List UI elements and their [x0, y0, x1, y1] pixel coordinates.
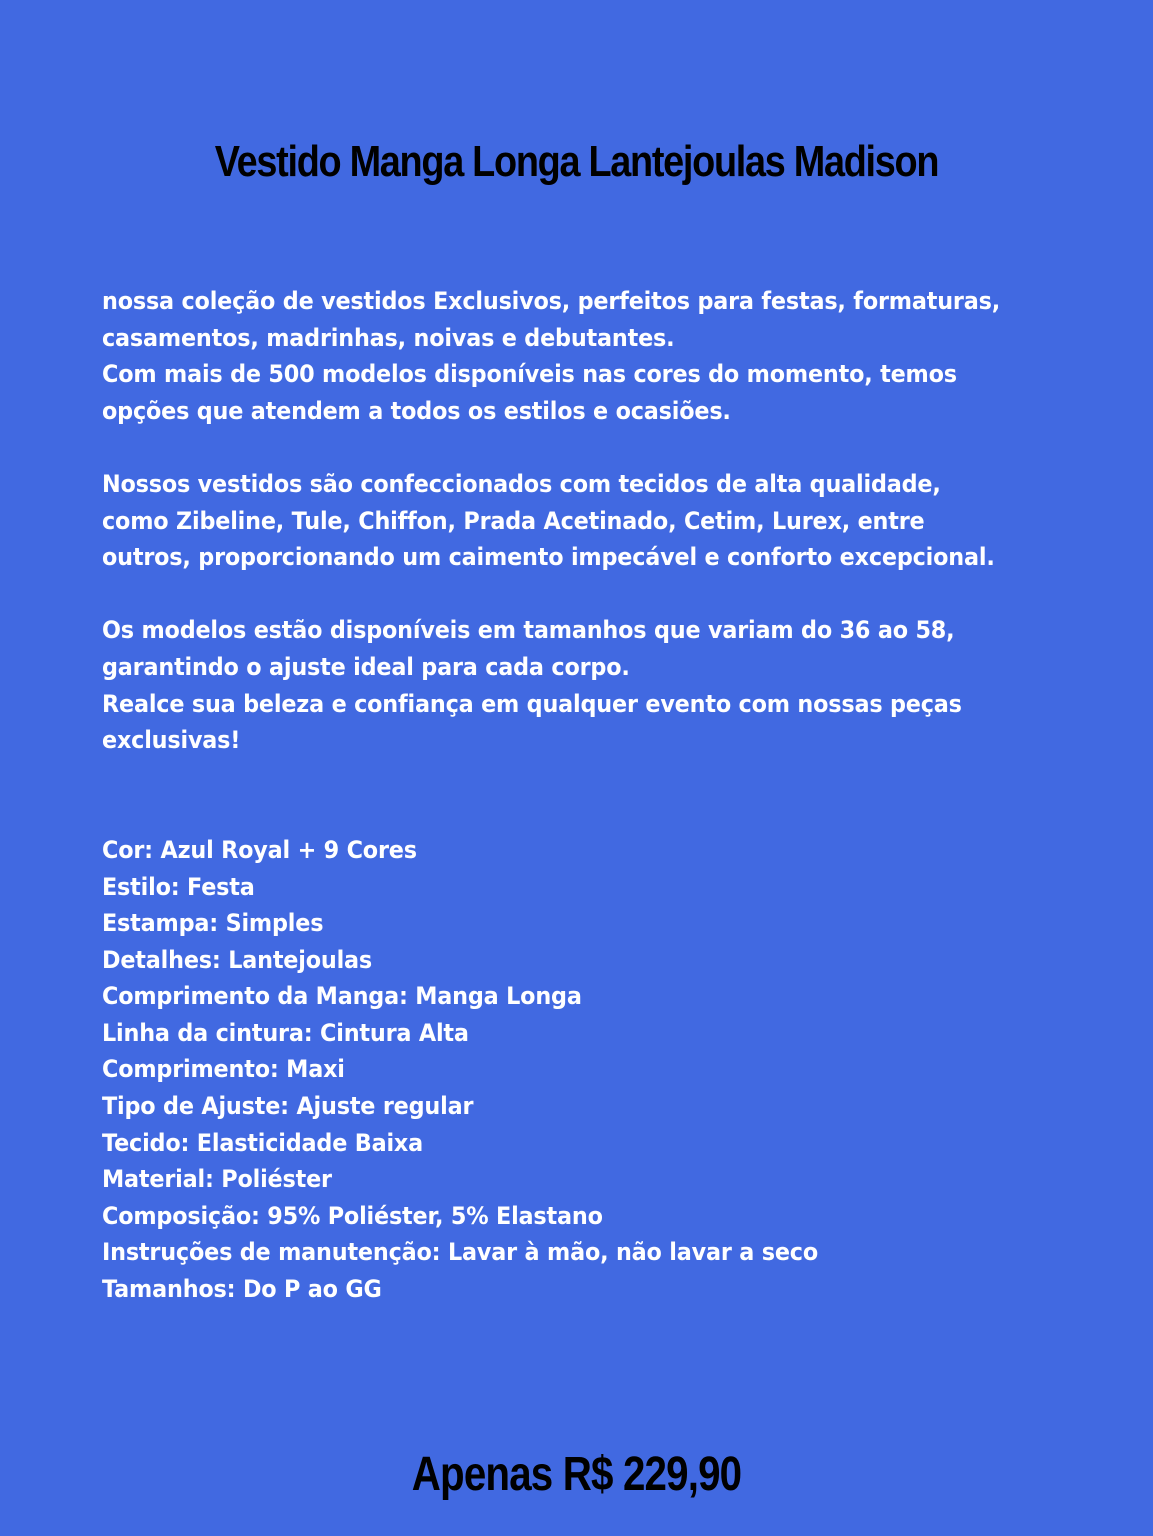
spec-item-material: Material: Poliéster: [102, 1165, 332, 1194]
description-line: Realce sua beleza e confiança em qualquer evento com nossas peças: [102, 689, 962, 718]
spec-item-estilo: Estilo: Festa: [102, 872, 255, 901]
spec-list: [102, 832, 1082, 1308]
description-line: casamentos, madrinhas, noivas e debutantes.: [102, 323, 675, 352]
description-line: Com mais de 500 modelos disponíveis nas cores do momento, temos: [102, 360, 957, 389]
spec-item-comprimento: Comprimento: Maxi: [102, 1055, 345, 1084]
spec-item-detalhes: Detalhes: Lantejoulas: [102, 945, 373, 974]
description-line: exclusivas!: [102, 726, 241, 755]
spec-item-tamanhos: Tamanhos: Do P ao GG: [102, 1275, 382, 1304]
description-line: garantindo o ajuste ideal para cada corpo.: [102, 652, 630, 681]
spec-item-instrucoes: Instruções de manutenção: Lavar à mão, não lavar a seco: [102, 1238, 818, 1267]
description-line: opções que atendem a todos os estilos e ocasiões.: [102, 396, 731, 425]
paragraph-gap: [102, 429, 1082, 466]
product-description: [102, 283, 1082, 1308]
spec-item-tecido: Tecido: Elasticidade Baixa: [102, 1128, 424, 1157]
description-line: Nossos vestidos são confeccionados com tecidos de alta qualidade,: [102, 469, 941, 498]
spec-item-linha-cintura: Linha da cintura: Cintura Alta: [102, 1018, 469, 1047]
paragraph-gap: [102, 576, 1082, 613]
spec-item-cor: Cor: Azul Royal + 9 Cores: [102, 835, 417, 864]
description-line: outros, proporcionando um caimento impecável e conforto excepcional.: [102, 543, 995, 572]
section-gap: [102, 759, 1082, 832]
spec-item-estampa: Estampa: Simples: [102, 909, 324, 938]
spec-item-tipo-ajuste: Tipo de Ajuste: Ajuste regular: [102, 1092, 474, 1121]
spec-item-composicao: Composição: 95% Poliéster, 5% Elastano: [102, 1201, 603, 1230]
page-title: Vestido Manga Longa Lantejoulas Madison: [214, 137, 939, 186]
spec-item-comprimento-manga: Comprimento da Manga: Manga Longa: [102, 982, 582, 1011]
description-line: nossa coleção de vestidos Exclusivos, perfeitos para festas, formaturas,: [102, 287, 1001, 315]
description-line: como Zibeline, Tule, Chiffon, Prada Acetinado, Cetim, Lurex, entre: [102, 506, 925, 535]
price-label: Apenas R$ 229,90: [411, 1448, 742, 1501]
description-line: Os modelos estão disponíveis em tamanhos que variam do 36 ao 58,: [102, 616, 955, 645]
